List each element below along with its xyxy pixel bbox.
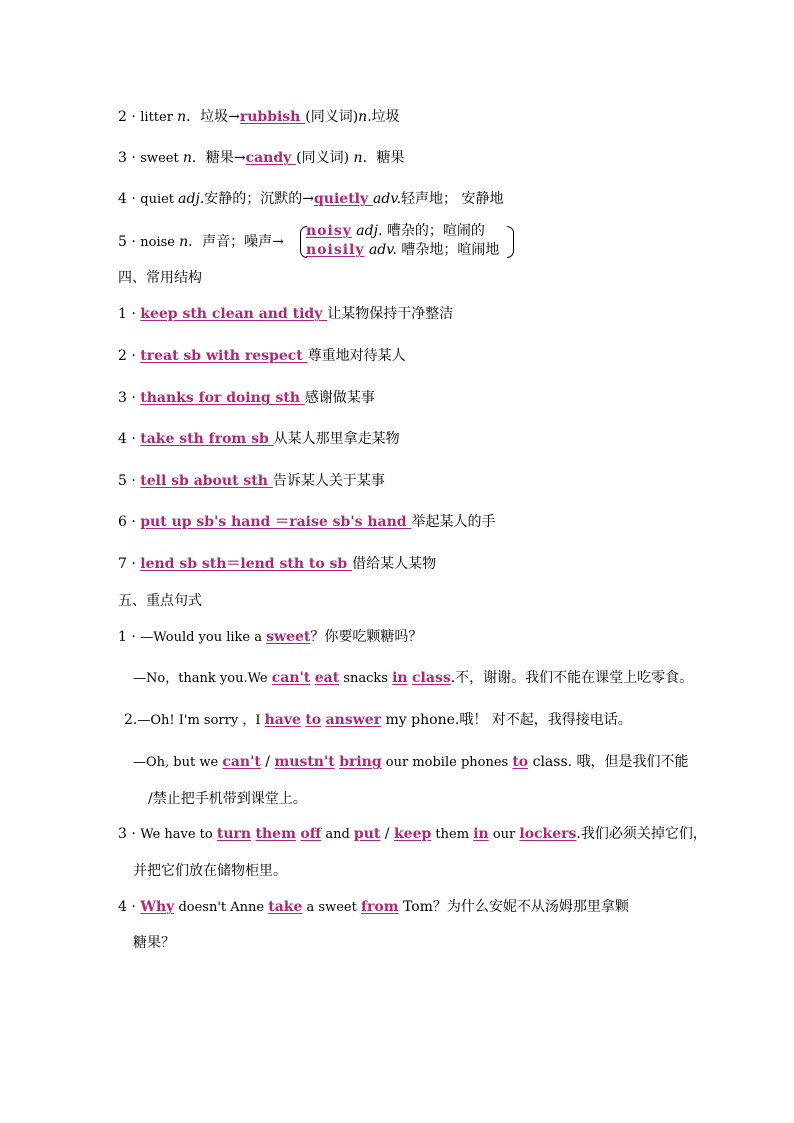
item-number: 7 · bbox=[118, 556, 141, 572]
punct: ． bbox=[191, 150, 206, 166]
meaning: .垃圾 bbox=[367, 109, 400, 125]
part-of-speech: n bbox=[177, 109, 187, 125]
sentence-text: and bbox=[321, 827, 354, 842]
meaning: 安静的；沉默的 bbox=[204, 191, 303, 207]
part-of-speech: adv. bbox=[373, 191, 402, 207]
answer-blank: turn bbox=[216, 826, 252, 842]
answer-blank: bring bbox=[339, 754, 382, 770]
meaning: 嘈杂地；喧闹地 bbox=[396, 242, 500, 258]
sentence-3 bbox=[118, 825, 707, 844]
meaning: 糖果 bbox=[205, 150, 234, 166]
translation: 告诉某人关于某事 bbox=[272, 473, 385, 489]
item-number: 2 · bbox=[118, 109, 141, 125]
answer-blank: off bbox=[300, 826, 322, 842]
punct: ． bbox=[186, 109, 201, 125]
meaning: 垃圾 bbox=[200, 109, 229, 125]
word: quiet bbox=[140, 192, 179, 207]
word: litter bbox=[140, 110, 178, 125]
answer-blank: Why bbox=[140, 899, 175, 915]
sentence-text: .不，谢谢。我们不能在课堂上吃零食。 bbox=[450, 670, 694, 686]
item-number: 2. bbox=[124, 712, 138, 728]
section-heading-4: 四、常用结构 bbox=[118, 270, 202, 286]
arrow-icon: → bbox=[272, 234, 284, 250]
sentence-3-cont: 并把它们放在储物柜里。 bbox=[133, 863, 287, 879]
answer-blank: tell sb about sth bbox=[140, 473, 273, 489]
vocab-item-4 bbox=[118, 190, 503, 209]
arrow-icon: → bbox=[302, 191, 315, 207]
part-of-speech: adj. bbox=[178, 191, 205, 207]
answer-blank: keep sth clean and tidy bbox=[140, 306, 328, 322]
structure-item-2 bbox=[118, 347, 406, 365]
part-of-speech: n bbox=[358, 109, 368, 125]
item-number: 5 · bbox=[118, 473, 141, 489]
sentence-2-question bbox=[124, 711, 632, 730]
translation: 从某人那里拿走某物 bbox=[273, 431, 400, 447]
item-number: 6 · bbox=[118, 514, 141, 530]
answer-blank: take bbox=[268, 899, 303, 915]
word: sweet bbox=[140, 151, 183, 166]
sentence-text: our mobile phones bbox=[381, 755, 513, 770]
item-number: 4 · bbox=[118, 431, 141, 447]
answer-blank: eat bbox=[314, 670, 340, 686]
sentence-2-reply bbox=[133, 753, 689, 772]
translation: 感谢做某事 bbox=[304, 390, 375, 406]
meaning: ．糖果 bbox=[362, 150, 405, 166]
sentence-text: my phone.哦！ 对不起，我得接电话。 bbox=[381, 712, 632, 728]
meaning: 声音；噪声 bbox=[202, 234, 273, 250]
translation: 举起某人的手 bbox=[411, 514, 496, 530]
part-of-speech: adv. bbox=[364, 242, 397, 258]
sentence-1-question bbox=[118, 628, 422, 647]
structure-item-6 bbox=[118, 513, 495, 531]
vocab-branch-2 bbox=[306, 242, 499, 259]
sentence-text: —Oh, but we bbox=[133, 755, 223, 770]
item-number: 2 · bbox=[118, 348, 141, 364]
sentence-text: snacks bbox=[339, 671, 393, 686]
answer-blank: treat sb with respect bbox=[140, 348, 308, 364]
answer-blank: to bbox=[512, 754, 529, 770]
sentence-text: —No，thank you.We bbox=[133, 671, 272, 686]
answer-blank: class bbox=[412, 670, 451, 686]
right-brace-icon bbox=[507, 226, 514, 258]
part-of-speech: n bbox=[353, 150, 363, 166]
structure-item-1 bbox=[118, 305, 453, 323]
answer-blank: in bbox=[392, 670, 408, 686]
item-number: 5 · bbox=[118, 234, 141, 250]
vocab-item-2 bbox=[118, 108, 400, 127]
structure-item-7 bbox=[118, 555, 436, 573]
answer-blank: can't bbox=[222, 754, 261, 770]
sentence-text: our bbox=[488, 827, 520, 842]
item-number: 3 · bbox=[118, 150, 141, 166]
punct: ． bbox=[188, 234, 203, 250]
sentence-text: them bbox=[431, 827, 474, 842]
item-number: 1 · bbox=[118, 629, 141, 645]
vocab-item-5 bbox=[118, 233, 284, 252]
structure-item-3 bbox=[118, 389, 375, 407]
part-of-speech: n bbox=[179, 234, 189, 250]
answer-blank: quietly bbox=[314, 191, 374, 207]
answer-blank: them bbox=[255, 826, 296, 842]
answer-blank: to bbox=[305, 712, 322, 728]
sentence-text: a sweet bbox=[302, 900, 361, 915]
item-number: 1 · bbox=[118, 306, 141, 322]
slash: / bbox=[260, 754, 275, 770]
answer-blank: have bbox=[264, 712, 301, 728]
item-number: 3 · bbox=[118, 390, 141, 406]
translation: 让某物保持干净整洁 bbox=[327, 306, 454, 322]
sentence-text: ？你要吃颗糖吗？ bbox=[310, 629, 423, 645]
answer-blank: mustn't bbox=[274, 754, 335, 770]
translation: 尊重地对待某人 bbox=[307, 348, 406, 364]
slash: / bbox=[380, 826, 394, 842]
answer-blank: put up sb's hand ＝raise sb's hand bbox=[140, 514, 412, 530]
sentence-text: class. 哦，但是我们不能 bbox=[528, 754, 689, 770]
answer-blank: keep bbox=[393, 826, 432, 842]
word: noise bbox=[140, 235, 180, 250]
answer-blank: take sth from sb bbox=[140, 431, 274, 447]
part-of-speech: n bbox=[182, 150, 192, 166]
answer-blank: lend sb sth＝lend sth to sb bbox=[140, 556, 353, 572]
answer-blank: thanks for doing sth bbox=[140, 390, 305, 406]
sentence-2-reply-cont: /禁止把手机带到课堂上。 bbox=[148, 791, 307, 807]
answer-blank: in bbox=[473, 826, 489, 842]
answer-blank: noisily bbox=[306, 242, 365, 258]
arrow-icon: → bbox=[233, 150, 246, 166]
answer-blank: put bbox=[353, 826, 381, 842]
answer-blank: lockers bbox=[519, 826, 577, 842]
sentence-text: doesn't Anne bbox=[174, 900, 269, 915]
arrow-icon: → bbox=[228, 109, 240, 125]
meaning: 嘈杂的；喧闹的 bbox=[382, 223, 485, 239]
item-number: 3 · bbox=[118, 826, 141, 842]
answer-blank: sweet bbox=[266, 629, 311, 645]
sentence-4-cont: 糖果？ bbox=[133, 935, 175, 951]
answer-blank: candy bbox=[245, 150, 297, 166]
answer-blank: noisy bbox=[306, 223, 352, 239]
sentence-text: Tom？为什么安妮不从汤姆那里拿颗 bbox=[398, 899, 629, 915]
meaning: 轻声地； 安静地 bbox=[401, 191, 504, 207]
vocab-branch-1 bbox=[306, 223, 485, 240]
answer-blank: rubbish bbox=[239, 109, 306, 125]
sentence-text: —Oh! I'm sorry ，I bbox=[137, 713, 265, 728]
vocab-item-3 bbox=[118, 149, 405, 168]
item-number: 4 · bbox=[118, 191, 141, 207]
sentence-1-reply bbox=[133, 669, 693, 688]
part-of-speech: adj. bbox=[351, 223, 383, 239]
answer-blank: from bbox=[360, 899, 399, 915]
translation: 借给某人某物 bbox=[352, 556, 437, 572]
relation-note: (同义词) bbox=[296, 150, 354, 166]
relation-note: (同义词) bbox=[305, 109, 359, 125]
sentence-text: We have to bbox=[140, 827, 217, 842]
answer-blank: answer bbox=[325, 712, 382, 728]
sentence-text: .我们必须关掉它们， bbox=[576, 826, 707, 842]
sentence-text: —Would you like a bbox=[140, 630, 267, 645]
structure-item-4 bbox=[118, 430, 400, 448]
answer-blank: can't bbox=[271, 670, 311, 686]
sentence-4 bbox=[118, 898, 629, 917]
item-number: 4 · bbox=[118, 899, 141, 915]
structure-item-5 bbox=[118, 472, 385, 490]
section-heading-5: 五、重点句式 bbox=[118, 593, 202, 609]
